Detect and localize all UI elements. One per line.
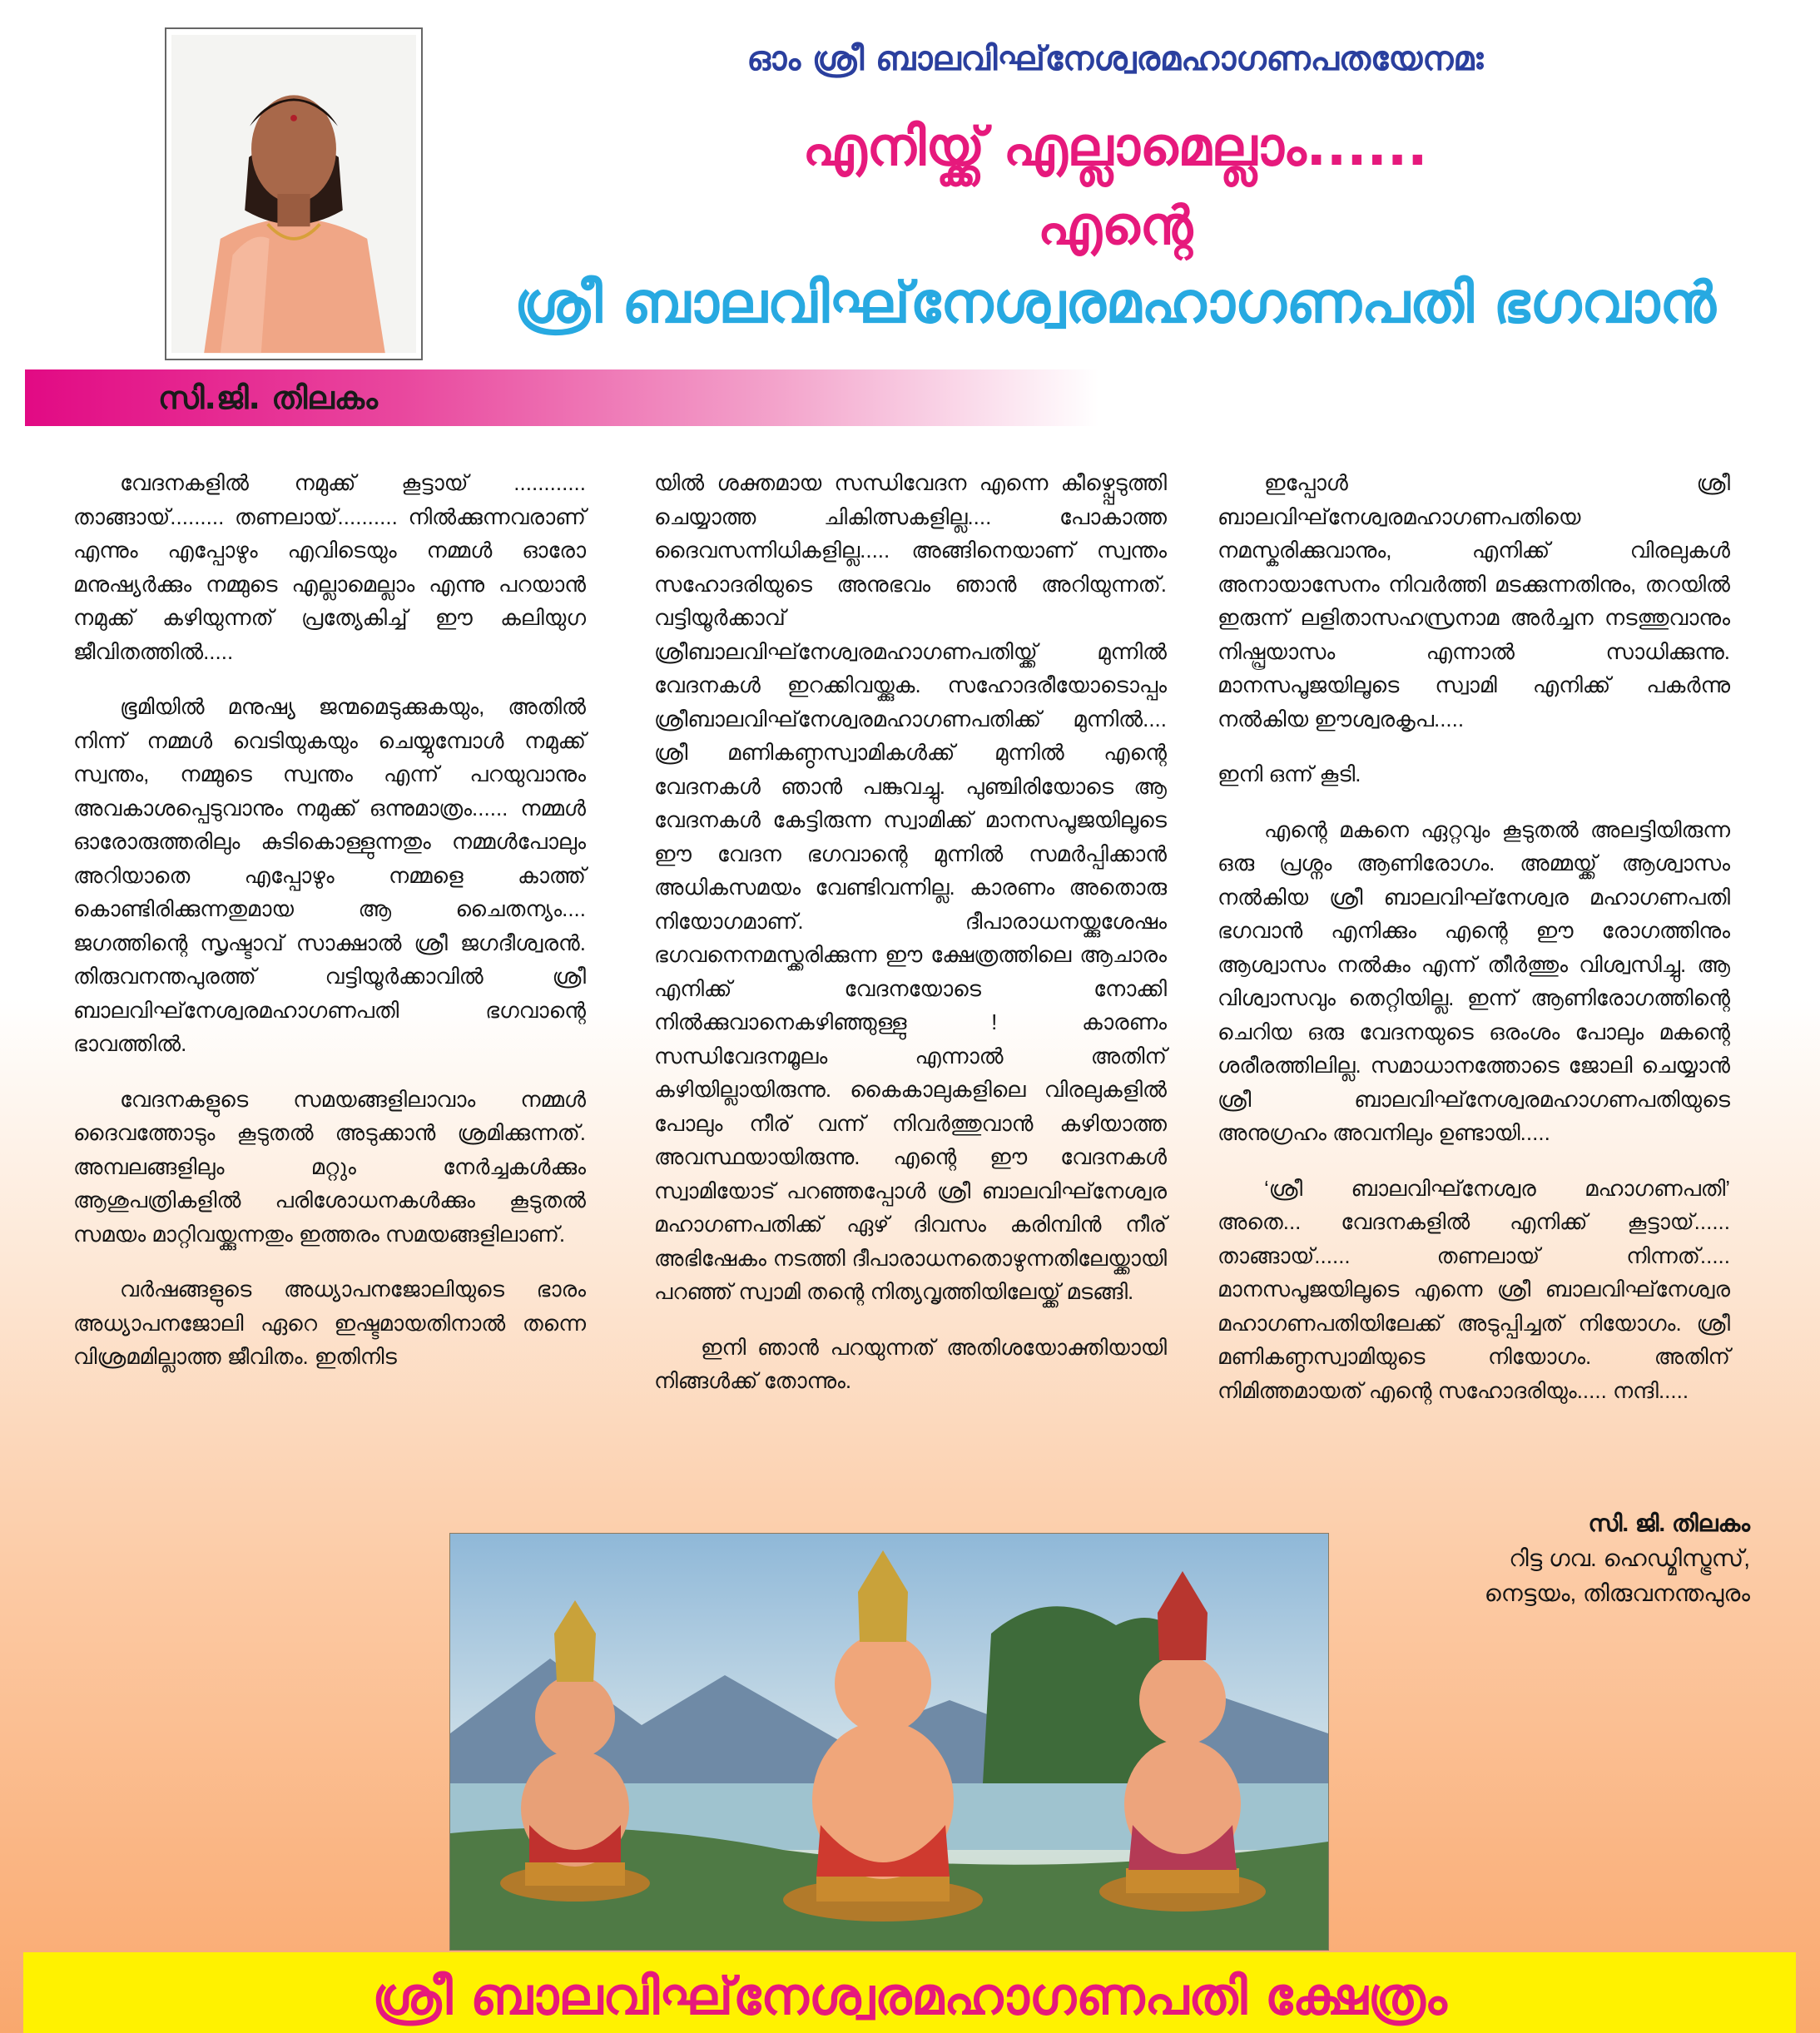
- article-column-2: [654, 466, 1167, 1420]
- paragraph: എന്റെ മകനെ ഏറ്റവും കൂടുതൽ അലട്ടിയിരുന്ന ഒരു പ്രശ്നം ആണിരോഗം. അമ്മയ്ക്ക് ആശ്വാസം നൽകിയ ശ്രീ ബാലവിഘ്‌നേശ്വര മഹാഗണപതി ഭഗവാൻ എനിക്കും എന്റെ ഈ രോഗത്തിനും ആശ്വാസം നൽകും എന്ന് തീർത്തും വിശ്വസിച്ചു. ആ വിശ്വാസവും തെറ്റിയില്ല. ഇന്ന് ആണിരോഗത്തിന്റെ ചെറിയ ഒരു വേദനയുടെ ഒരംശം പോലും മകന്റെ ശരീരത്തിലില്ല. സമാധാനത്തോടെ ജോലി ചെയ്യാൻ ശ്രീ ബാലവിഘ്‌നേശ്വരമഹാഗണപതിയുടെ അനുഗ്രഹം അവനിലും ഉണ്ടായി.....: [1217, 816, 1730, 1145]
- mantra-heading: ഓം ശ്രീ ബാലവിഘ്‌നേശ്വരമഹാഗണപതയേനമഃ: [746, 40, 1484, 78]
- author-byline: സി.ജി. തിലകം: [158, 379, 378, 416]
- paragraph: വേദനകളുടെ സമയങ്ങളിലാവാം നമ്മൾ ദൈവത്തോടും കൂടുതൽ അടുക്കാൻ ശ്രമിക്കുന്നത്. അമ്പലങ്ങളിലും മറ്റും നേർച്ചകൾക്കും ആശുപത്രികളിൽ പരിശോധനകൾക്കും കൂടുതൽ സമയം മാറ്റിവയ്ക്കുന്നതും ഇത്തരം സമയങ്ങളിലാണ്.: [73, 1086, 586, 1247]
- title-line-1: എനിയ്ക്ക് എല്ലാമെല്ലാം......: [802, 117, 1428, 178]
- three-ganesha-image: [450, 1534, 1328, 1950]
- signature-title: റിട്ട ഗവ. ഹെഡ്മിസ്ട്രസ്,: [1509, 1545, 1750, 1571]
- title-line-2: എന്റെ: [1037, 196, 1193, 257]
- paragraph: ‘ശ്രീ ബാലവിഘ്‌നേശ്വര മഹാഗണപതി’ അതെ... വേദനകളിൽ എനിക്ക് കൂട്ടായ്...... താങ്ങായ്...... തണലായ് നിന്നത്..... മാനസപൂജയിലൂടെ എന്നെ ശ്രീ ബാലവിഘ്‌നേശ്വര മഹാഗണപതിയിലേക്ക് അടുപ്പിച്ചത് നിയോഗം. ശ്രീ മണികണ്ഠസ്വാമിയുടെ നിയോഗം. അതിന് നിമിത്തമായത് എന്റെ സഹോദരിയും..... നന്ദി.....: [1217, 1175, 1730, 1403]
- footer-temple-name: ശ്രീ ബാലവിഘ്‌നേശ്വരമഹാഗണപതി ക്ഷേത്രം: [372, 1966, 1447, 2026]
- portrait-image: [171, 34, 416, 354]
- footer-banner: [23, 1952, 1796, 2033]
- title-line-3: ശ്രീ ബാലവിഘ്‌നേശ്വരമഹാഗണപതി ഭഗവാൻ: [514, 270, 1716, 336]
- signature-name: സി. ജി. തിലകം: [1588, 1510, 1750, 1536]
- paragraph: വേദനകളിൽ നമുക്ക് കൂട്ടായ് ............ താങ്ങായ്......... തണലായ്.......... നിൽക്കുന്നവരാണ് എന്നും എപ്പോഴും എവിടെയും നമ്മൾ ഓരോ മനുഷ്യർക്കും നമ്മുടെ എല്ലാമെല്ലാം എന്നു പറയാൻ നമുക്ക് കഴിയുന്നത് പ്രത്യേകിച്ച് ഈ കലിയുഗ ജീവിതത്തിൽ.....: [73, 470, 586, 664]
- paragraph: വർഷങ്ങളുടെ അധ്യാപനജോലിയുടെ ഭാരം അധ്യാപനജോലി ഏറെ ഇഷ്ടമായതിനാൽ തന്നെ വിശ്രമമില്ലാത്ത ജീവിതം. ഇതിനിട: [73, 1277, 586, 1369]
- paragraph: ഭൂമിയിൽ മനുഷ്യ ജന്മമെടുക്കുകയും, അതിൽ നിന്ന് നമ്മൾ വെടിയുകയും ചെയ്യുമ്പോൾ നമുക്ക് സ്വന്തം, നമ്മുടെ സ്വന്തം എന്ന് പറയുവാനും അവകാശപ്പെടുവാനും നമുക്ക് ഒന്നുമാത്രം...... നമ്മൾ ഓരോരുത്തരിലും കുടികൊള്ളുന്നതും നമ്മൾപോലും അറിയാതെ എപ്പോഴും നമ്മളെ കാത്ത് കൊണ്ടിരിക്കുന്നതുമായ ആ ചൈതന്യം.... ജഗത്തിന്റെ സൃഷ്ടാവ് സാക്ഷാൽ ശ്രീ ജഗദീശ്വരൻ. തിരുവനന്തപുരത്ത് വട്ടിയൂർക്കാവിൽ ശ്രീ ബാലവിഘ്‌നേശ്വരമഹാഗണപതി ഭഗവാന്റെ ഭാവത്തിൽ.: [73, 694, 586, 1056]
- paragraph: ഇനി ഞാൻ പറയുന്നത് അതിശയോക്തിയായി നിങ്ങൾക്ക് തോന്നും.: [654, 1334, 1167, 1393]
- paragraph: ഇനി ഒന്ന് കൂടി.: [1217, 761, 1361, 786]
- author-byline-bar: [25, 369, 1098, 426]
- paragraph: യിൽ ശക്തമായ സന്ധിവേദന എന്നെ കീഴ്പ്പെടുത്തി ചെയ്യാത്ത ചികിത്സകളില്ല.... പോകാത്ത ദൈവസന്നിധികളില്ല..... അങ്ങിനെയാണ് സ്വന്തം സഹോദരിയുടെ അനുഭവം ഞാൻ അറിയുന്നത്. വട്ടിയൂർക്കാവ് ശ്രീബാലവിഘ്‌നേശ്വരമഹാഗണപതിയ്ക്ക് മുന്നിൽ വേദനകൾ ഇറക്കിവയ്ക്കുക. സഹോദരീയോടൊപ്പം ശ്രീബാലവിഘ്‌നേശ്വരമഹാഗണപതിക്ക് മുന്നിൽ.... ശ്രീ മണികണ്ഠസ്വാമികൾക്ക് മുന്നിൽ എന്റെ വേദനകൾ ഞാൻ പങ്കുവച്ചു. പുഞ്ചിരിയോടെ ആ വേദനകൾ കേട്ടിരുന്ന സ്വാമിക്ക് മാനസപൂജയിലൂടെ ഈ വേദന ഭഗവാന്റെ മുന്നിൽ സമർപ്പിക്കാൻ അധികസമയം വേണ്ടിവന്നില്ല. കാരണം അതൊരു നിയോഗമാണ്. ദീപാരാധനയ്ക്കുശേഷം ഭഗവനെനമസ്ക്കരിക്കുന്ന ഈ ക്ഷേത്രത്തിലെ ആചാരം എനിക്ക് വേദനയോടെ നോക്കി നിൽക്കുവാനെകഴിഞ്ഞുള്ളു ! കാരണം സന്ധിവേദനമൂലം എന്നാൽ അതിന് കഴിയില്ലായിരുന്നു. കൈകാലുകളിലെ വിരലുകളിൽ പോലും നീര് വന്ന് നിവർത്തുവാൻ കഴിയാത്ത അവസ്ഥയായിരുന്നു. എന്റെ ഈ വേദനകൾ സ്വാമിയോട് പറഞ്ഞപ്പോൾ ശ്രീ ബാലവിഘ്‌നേശ്വര മഹാഗണപതിക്ക് ഏഴ് ദിവസം കരിമ്പിൻ നീര് അഭിഷേകം നടത്തി ദീപാരാധനതൊഴുന്നതിലേയ്ക്കായി പറഞ്ഞ് സ്വാമി തന്റെ നിത്യവൃത്തിയിലേയ്ക്ക് മടങ്ങി.: [654, 470, 1167, 1304]
- author-photo: [165, 27, 423, 360]
- ganapathi-painting: [449, 1533, 1329, 1951]
- article-column-3: [1217, 466, 1730, 1429]
- signature-place: നെട്ടയം, തിരുവനന്തപുരം: [1484, 1580, 1750, 1606]
- article-column-1: [73, 466, 586, 1396]
- paragraph: ഇപ്പോൾ ശ്രീ ബാലവിഘ്‌നേശ്വരമഹാഗണപതിയെ നമസ്കരിക്കുവാനും, എനിക്ക് വിരലുകൾ അനായാസേനം നിവർത്തി മടക്കുന്നതിനും, തറയിൽ ഇരുന്ന് ലളിതാസഹസ്രനാമ അർച്ചന നടത്തുവാനും നിഷ്പ്രയാസം എന്നാൽ സാധിക്കുന്നു. മാനസപൂജയിലൂടെ സ്വാമി എനിക്ക് പകർന്നു നൽകിയ ഈശ്വരകൃപ.....: [1217, 470, 1730, 731]
